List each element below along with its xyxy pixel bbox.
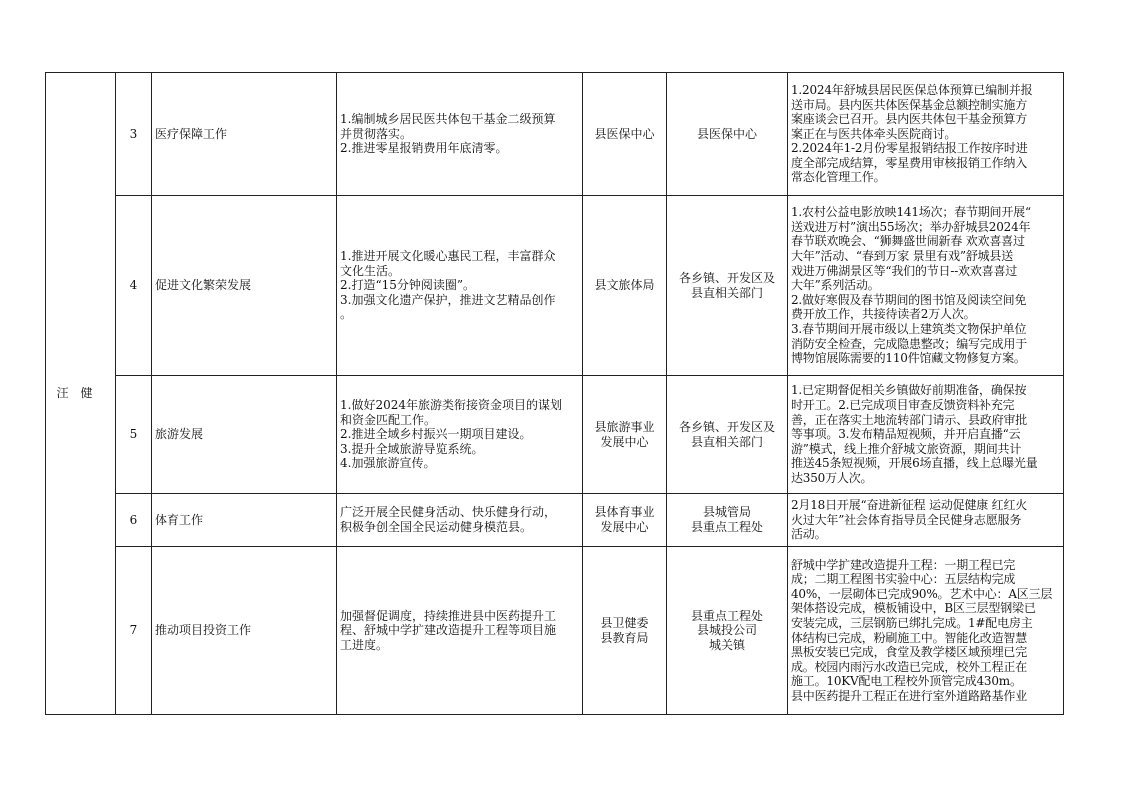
text-line: 游”模式，线上推介舒城文旅资源，期间共计: [791, 441, 1022, 456]
table-row: [46, 547, 1064, 715]
text-line: 大年”系列活动。: [791, 278, 880, 293]
row-number: 4: [116, 196, 152, 376]
target-measures: [337, 547, 583, 715]
target-measures: [337, 73, 583, 196]
text-line: 春节联欢晚会、“狮舞盛世闹新春 欢欢喜喜过: [791, 234, 1025, 249]
text-line: 县文旅体局: [594, 278, 655, 293]
lead-unit: [583, 376, 667, 494]
text-line: 县中医药提升工程正在进行室外道路路基作业: [791, 688, 1028, 703]
text-line: 2.打造“15分钟阅读圈”。: [340, 278, 475, 293]
text-line: 县城投公司: [696, 623, 757, 638]
text-line: 成；二期工程图书实验中心：五层结构完成: [791, 572, 1016, 587]
text-line: 体结构已完成，粉刷施工中。智能化改造智慧: [791, 630, 1028, 645]
task-name: 医疗保障工作: [152, 73, 337, 196]
text-line: 4.加强旅游宣传。: [340, 456, 436, 471]
leader-name-cell: 汪健: [46, 73, 116, 715]
text-line: 县教育局: [600, 630, 649, 645]
text-line: 常态化管理工作。: [791, 170, 886, 185]
target-measures: [337, 376, 583, 494]
task-name: 促进文化繁荣发展: [152, 196, 337, 376]
text-line: 1.推进开展文化暖心惠民工程，丰富群众: [340, 249, 556, 264]
text-line: 3.春节期间开展市级以上建筑类文物保护单位: [791, 321, 1027, 336]
row-number: 7: [116, 547, 152, 715]
progress-description: [788, 196, 1064, 376]
text-line: 广泛开展全民健身活动、快乐健身行动，: [340, 505, 557, 520]
table-row: [46, 494, 1064, 547]
text-line: 和资金匹配工作。: [340, 412, 437, 427]
text-line: 1.已定期督促相关乡镇做好前期准备，确保按: [791, 383, 1027, 398]
text-line: 程、舒城中学扩建改造提升工程等项目施: [340, 623, 557, 638]
row-number: 6: [116, 494, 152, 547]
text-line: 1.2024年舒城县居民医保总体预算已编制并报: [791, 82, 1033, 97]
lead-unit: [583, 196, 667, 376]
text-line: 3.加强文化遗产保护，推进文艺精品创作: [340, 292, 556, 307]
text-line: 发展中心: [600, 434, 649, 449]
text-line: 送戏进万村”演出55场次；举办舒城县2024年: [791, 219, 1031, 234]
text-line: 加强督促调度，持续推进县中医药提升工: [340, 608, 557, 623]
text-line: 县体育事业: [594, 505, 655, 520]
lead-unit: [583, 494, 667, 547]
task-name: 推动项目投资工作: [152, 547, 337, 715]
task-name: 旅游发展: [152, 376, 337, 494]
text-line: 等事项。3.发布精品短视频，并开启直播“云: [791, 427, 1021, 442]
row-number: 5: [116, 376, 152, 494]
text-line: 达350万人次。: [791, 470, 873, 485]
text-line: 度全部完成结算，零星费用审核报销工作纳入: [791, 155, 1028, 170]
table-row: [46, 196, 1064, 376]
cooperating-units: [667, 196, 788, 376]
text-line: 县旅游事业: [594, 419, 655, 434]
progress-description: [788, 376, 1064, 494]
text-line: 1.农村公益电影放映141场次；春节期间开展“: [791, 205, 1031, 220]
cooperating-units: [667, 73, 788, 196]
text-line: 2.推进零星报销费用年底清零。: [340, 141, 508, 156]
lead-unit: [583, 73, 667, 196]
target-measures: [337, 494, 583, 547]
text-line: 积极争创全国全民运动健身模范县。: [340, 520, 533, 534]
lead-unit: [583, 547, 667, 715]
cooperating-units: [667, 547, 788, 715]
text-line: 县重点工程处: [690, 520, 763, 534]
progress-description: [788, 547, 1064, 715]
text-line: 文化生活。: [340, 263, 401, 278]
text-line: 时开工。2.已完成项目审查反馈资料补充完: [791, 398, 1015, 413]
text-line: 。: [340, 307, 353, 322]
text-line: 博物馆展陈需要的110件馆藏文物修复方案。: [791, 351, 1026, 366]
text-line: 县城管局: [702, 505, 751, 520]
progress-description: [788, 494, 1064, 547]
text-line: 1.做好2024年旅游类衔接资金项目的谋划: [340, 398, 562, 413]
text-line: 黑板安装已完成，食堂及教学楼区域预埋已完: [791, 645, 1028, 660]
text-line: 戏进万佛湖景区等“我们的节日--欢欢喜喜过: [791, 263, 1018, 278]
table-row: [46, 376, 1064, 494]
text-line: 舒城中学扩建改造提升工程：一期工程已完: [791, 557, 1016, 572]
text-line: 成。校园内雨污水改造已完成，校外工程正在: [791, 659, 1028, 674]
task-name: 体育工作: [152, 494, 337, 547]
text-line: 案正在与医共体牵头医院商讨。: [791, 126, 957, 141]
text-line: 城关镇: [708, 637, 745, 652]
text-line: 活动。: [791, 527, 827, 542]
text-line: 2.做好寒假及春节期间的图书馆及阅读空间免: [791, 292, 1027, 307]
text-line: 发展中心: [600, 520, 649, 534]
table-row: [46, 73, 1064, 196]
text-line: 案座谈会已召开。县内医共体包干基金预算方: [791, 112, 1028, 127]
target-measures: [337, 196, 583, 376]
text-line: 费开放工作，共接待读者2万人次。: [791, 307, 976, 322]
text-line: 善，正在落实土地流转部门请示、县政府审批: [791, 412, 1028, 427]
text-line: 推送45条短视频，开展6场直播，线上总曝光量: [791, 456, 1038, 471]
text-line: 工进度。: [340, 637, 389, 652]
text-line: 1.编制城乡居民医共体包干基金二级预算: [340, 112, 556, 127]
text-line: 各乡镇、开发区及: [678, 419, 775, 434]
text-line: 火过大年”社会体育指导员全民健身志愿服务: [791, 512, 1022, 527]
text-line: 县直相关部门: [690, 285, 763, 300]
text-line: 县医保中心: [594, 126, 655, 141]
text-line: 县医保中心: [696, 126, 757, 141]
text-line: 安装完成，三层钢筋已绑扎完成。1#配电房主: [791, 615, 1033, 630]
text-line: 消防安全检查，完成隐患整改；编写完成用于: [791, 336, 1028, 351]
row-number: 3: [116, 73, 152, 196]
text-line: 施工。10KV配电工程校外顶管完成430m。: [791, 674, 1022, 689]
text-line: 大年”活动、“春到万家 景里有戏”舒城县送: [791, 249, 1014, 264]
text-line: 送市局。县内医共体医保基金总额控制实施方: [791, 97, 1028, 112]
text-line: 各乡镇、开发区及: [678, 270, 775, 285]
text-line: 县重点工程处: [690, 608, 763, 623]
work-progress-table: [45, 72, 1064, 715]
text-line: 并贯彻落实。: [340, 126, 413, 141]
text-line: 县直相关部门: [690, 434, 763, 449]
text-line: 2.推进全域乡村振兴一期项目建设。: [340, 427, 532, 442]
text-line: 3.提升全域旅游导览系统。: [340, 441, 484, 456]
text-line: 架体搭设完成，模板铺设中，B区三层型钢梁已: [791, 601, 1036, 616]
progress-description: [788, 73, 1064, 196]
text-line: 县卫健委: [600, 615, 649, 630]
text-line: 2月18日开展“奋进新征程 运动促健康 红红火: [791, 498, 1028, 513]
text-line: 40%，一层砌体已完成90%。艺术中心：A区三层: [791, 586, 1053, 601]
cooperating-units: [667, 494, 788, 547]
cooperating-units: [667, 376, 788, 494]
text-line: 2.2024年1-2月份零星报销结报工作按序时进: [791, 141, 1028, 156]
